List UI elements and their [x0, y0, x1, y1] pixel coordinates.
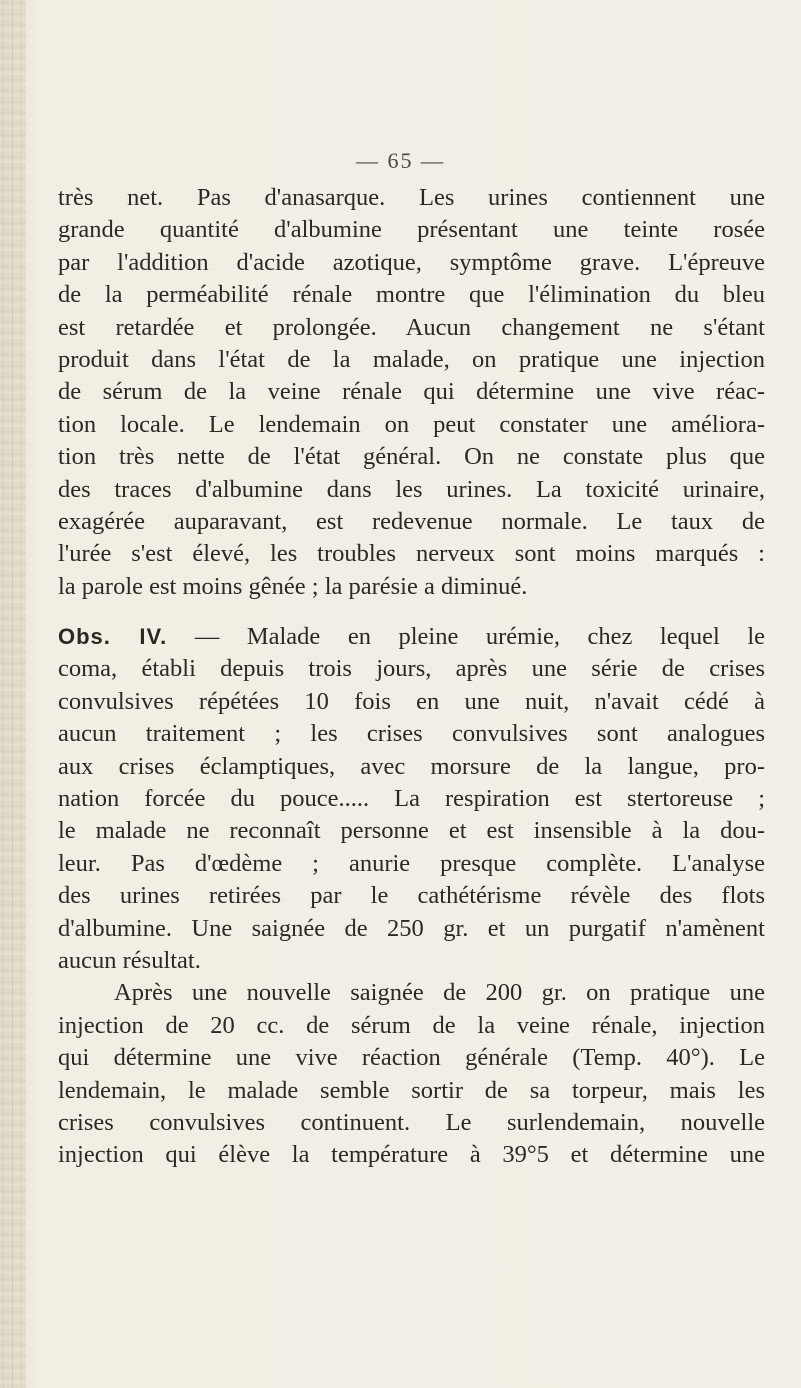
paragraph-gap — [58, 603, 765, 621]
text-line: tion très nette de l'état général. On ne constate plus que — [58, 443, 765, 471]
gutter-line — [21, 0, 22, 1388]
text-line: nation forcée du pouce..... La respiration est stertoreuse ; — [58, 785, 765, 813]
text-line: très net. Pas d'anasarque. Les urines contiennent une — [58, 184, 765, 211]
text-line: tion locale. Le lendemain on peut constater une améliora- — [58, 410, 765, 438]
gutter-line — [12, 0, 13, 1388]
text-line: leur. Pas d'œdème ; anurie presque complète. L'analyse — [58, 849, 765, 877]
page-number: — 65 — — [356, 148, 445, 173]
text-line: des traces d'albumine dans les urines. La toxicité urinaire, — [58, 475, 765, 503]
observation-label: Obs. IV. — [58, 624, 168, 650]
text-line: produit dans l'état de la malade, on pratique une injection — [58, 345, 765, 373]
text-line: aux crises éclamptiques, avec morsure de la langue, pro- — [58, 752, 765, 780]
text-line: la parole est moins gênée ; la parésie a diminué. — [58, 572, 528, 600]
text-line: coma, établi depuis trois jours, après une série de crises — [58, 655, 765, 683]
text-line: exagérée auparavant, est redevenue normale. Le taux de — [58, 507, 765, 535]
text-line: des urines retirées par le cathétérisme révèle des flots — [58, 882, 765, 910]
text-line: de sérum de la veine rénale qui détermine une vive réac- — [58, 378, 765, 406]
text-line: le malade ne reconnaît personne et est insensible à la dou- — [58, 817, 765, 845]
text-line: lendemain, le malade semble sortir de sa torpeur, mais les — [58, 1076, 765, 1104]
observation-first-line-text: — Malade en pleine urémie, chez lequel le — [167, 623, 766, 651]
text-line: d'albumine. Une saignée de 250 gr. et un purgatif n'amènent — [58, 914, 765, 942]
text-line: l'urée s'est élevé, les troubles nerveux sont moins marqués : — [58, 540, 765, 568]
gutter-line — [3, 0, 4, 1388]
text-line: crises convulsives continuent. Le surlendemain, nouvelle — [58, 1108, 765, 1136]
observation-iv — [58, 621, 765, 977]
observation-first-line — [58, 621, 765, 653]
text-line: injection de 20 cc. de sérum de la veine rénale, injection — [58, 1011, 765, 1039]
page-gutter — [0, 0, 26, 1388]
text-line: qui détermine une vive réaction générale (Temp. 40°). Le — [58, 1044, 765, 1072]
paragraph-1 — [58, 182, 765, 603]
text-line: est retardée et prolongée. Aucun changement ne s'étant — [58, 313, 765, 341]
text-line: grande quantité d'albumine présentant une teinte rosée — [58, 216, 765, 244]
text-line: injection qui élève la température à 39°5 et détermine une — [58, 1141, 765, 1169]
text-line: par l'addition d'acide azotique, symptôme grave. L'épreuve — [58, 248, 765, 276]
text-line: aucun résultat. — [58, 946, 201, 974]
text-line: de la perméabilité rénale montre que l'élimination du bleu — [58, 281, 765, 309]
paragraph-3 — [58, 977, 765, 1171]
text-line: aucun traitement ; les crises convulsives sont analogues — [58, 720, 765, 748]
body-text — [58, 182, 765, 1172]
text-line: convulsives répétées 10 fois en une nuit, n'avait cédé à — [58, 687, 765, 715]
text-line: Après une nouvelle saignée de 200 gr. on pratique une — [114, 979, 765, 1007]
